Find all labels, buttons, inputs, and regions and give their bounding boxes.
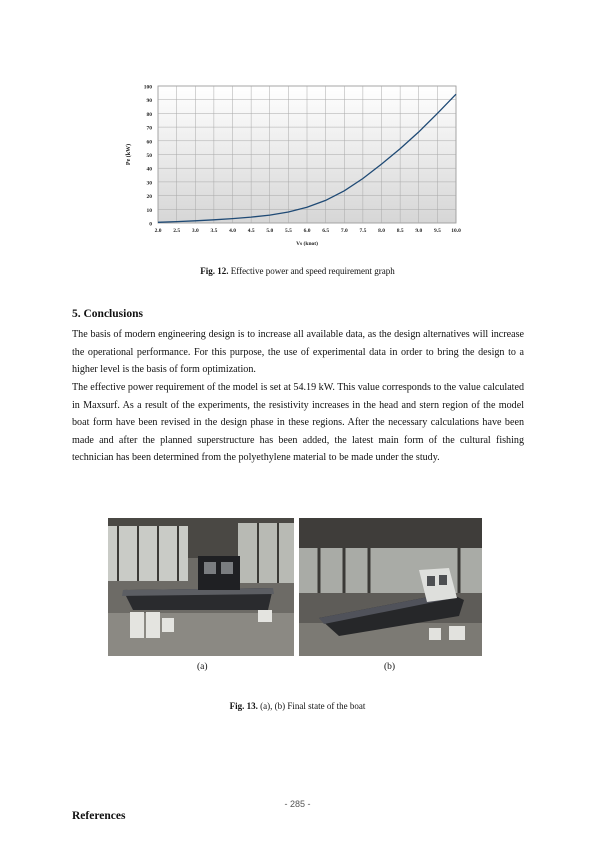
x-tick-label: 8.5: [396, 228, 404, 234]
boat-photo-b: [299, 518, 482, 656]
figure-12-caption: [0, 266, 595, 276]
x-tick-label: 9.0: [415, 228, 423, 234]
x-tick-label: 3.0: [191, 228, 199, 234]
y-tick-label: 30: [146, 180, 152, 187]
figure-13-label-b: (b): [384, 662, 396, 672]
x-tick-label: 9.5: [433, 228, 441, 234]
x-tick-label: 2.0: [154, 228, 162, 234]
x-tick-label: 6.5: [322, 228, 330, 234]
x-tick-label: 4.0: [229, 228, 236, 234]
y-tick-label: 20: [146, 194, 152, 201]
figure-13-caption-label: Fig. 13.: [229, 701, 258, 711]
y-tick-label: 40: [146, 166, 152, 173]
figure-13-label-a: (a): [197, 662, 208, 672]
x-tick-label: 4.5: [247, 228, 255, 234]
paragraph-1: The basis of modern engineering design is to increase all available data, as the design alternatives will increase the operational performance. For this purpose, the use of experimental data in order to bring the design to a higher level is the basis of form optimization.: [72, 329, 524, 375]
y-tick-label: 80: [146, 111, 152, 118]
x-tick-label: 6.0: [303, 228, 311, 234]
chart-svg: [118, 80, 466, 262]
paragraph-2: The effective power requirement of the model is set at 54.19 kW. This value corresponds to the value calculated in Maxsurf. As a result of the experiments, the resistivity increases in the head and stern region of the model boat form have been revised in the design phase in these regions. After the necessary calculations have been made and after the planned superstructure has been added, the latest main form of the cultural fishing technician has been determined from the polyethylene material to be made under the study.: [72, 382, 524, 463]
references-heading: References: [72, 810, 126, 822]
x-tick-label: 3.5: [210, 228, 218, 234]
x-tick-label: 7.5: [359, 228, 367, 234]
y-tick-label: 70: [146, 125, 152, 132]
y-tick-label: 10: [146, 207, 152, 214]
figure-13-caption-text: (a), (b) Final state of the boat: [257, 701, 366, 711]
y-tick-label: 0: [149, 221, 152, 228]
y-axis-label: Pe (kW): [126, 143, 132, 166]
effective-power-chart: [118, 80, 466, 262]
figure-12-caption-text: Effective power and speed requirement graph: [228, 266, 395, 276]
x-tick-label: 10.0: [451, 228, 461, 234]
figure-13-caption: [0, 701, 595, 711]
y-tick-label: 50: [146, 153, 152, 159]
y-tick-label: 100: [143, 84, 152, 91]
boat-photo-a: [108, 518, 294, 656]
x-tick-label: 5.5: [284, 228, 292, 234]
y-tick-label: 60: [146, 139, 152, 146]
section-title: 5. Conclusions: [72, 308, 143, 320]
x-tick-label: 8.0: [378, 228, 385, 234]
x-axis-label: Vs (knot): [296, 241, 318, 247]
x-tick-label: 2.5: [173, 228, 181, 234]
x-tick-label: 7.0: [340, 228, 348, 234]
x-tick-label: 5.0: [266, 228, 274, 234]
y-tick-label: 90: [146, 98, 152, 105]
figure-12-caption-label: Fig. 12.: [200, 266, 229, 276]
page-number: - 285 -: [284, 799, 311, 809]
